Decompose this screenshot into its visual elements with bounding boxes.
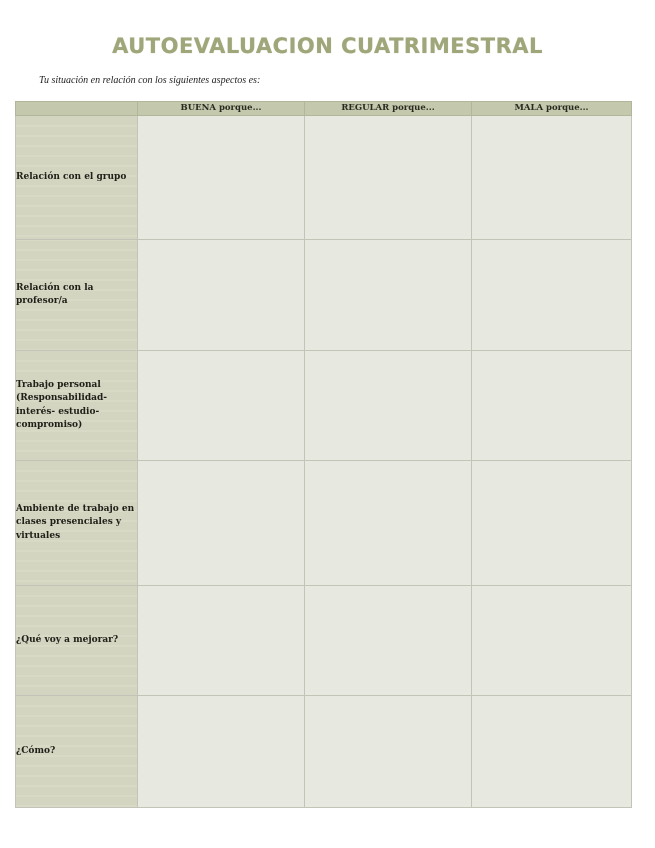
row-label-trabajo-personal: Trabajo personal (Responsabilidad-interés- estudio-compromiso) [16,351,138,461]
table-row [16,696,632,808]
cell-regular[interactable] [305,586,472,696]
cell-buena[interactable] [138,116,305,240]
column-header-aspect [16,102,138,116]
table-row [16,240,632,351]
cell-buena[interactable] [138,696,305,808]
cell-mala[interactable] [472,461,632,586]
table-row [16,351,632,461]
cell-buena[interactable] [138,240,305,351]
cell-mala[interactable] [472,240,632,351]
cell-buena[interactable] [138,586,305,696]
cell-regular[interactable] [305,116,472,240]
cell-regular[interactable] [305,351,472,461]
cell-regular[interactable] [305,696,472,808]
table-header-row [16,102,632,116]
cell-mala[interactable] [472,351,632,461]
table-row [16,116,632,240]
column-header-buena: BUENA porque... [138,102,305,116]
cell-buena[interactable] [138,351,305,461]
page-title: AUTOEVALUACION CUATRIMESTRAL [112,34,543,58]
cell-regular[interactable] [305,240,472,351]
cell-mala[interactable] [472,116,632,240]
table-row [16,461,632,586]
self-evaluation-table [15,101,632,808]
cell-mala[interactable] [472,586,632,696]
column-header-mala: MALA porque... [472,102,632,116]
column-header-regular: REGULAR porque... [305,102,472,116]
row-label-relacion-profesor: Relación con la profesor/a [16,240,138,351]
table-row [16,586,632,696]
cell-buena[interactable] [138,461,305,586]
row-label-como: ¿Cómo? [16,696,138,808]
row-label-ambiente-trabajo: Ambiente de trabajo en clases presenciales y virtuales [16,461,138,586]
instructions-text: Tu situación en relación con los siguientes aspectos es: [39,75,261,86]
cell-mala[interactable] [472,696,632,808]
row-label-relacion-grupo: Relación con el grupo [16,116,138,240]
row-label-que-mejorar: ¿Qué voy a mejorar? [16,586,138,696]
cell-regular[interactable] [305,461,472,586]
